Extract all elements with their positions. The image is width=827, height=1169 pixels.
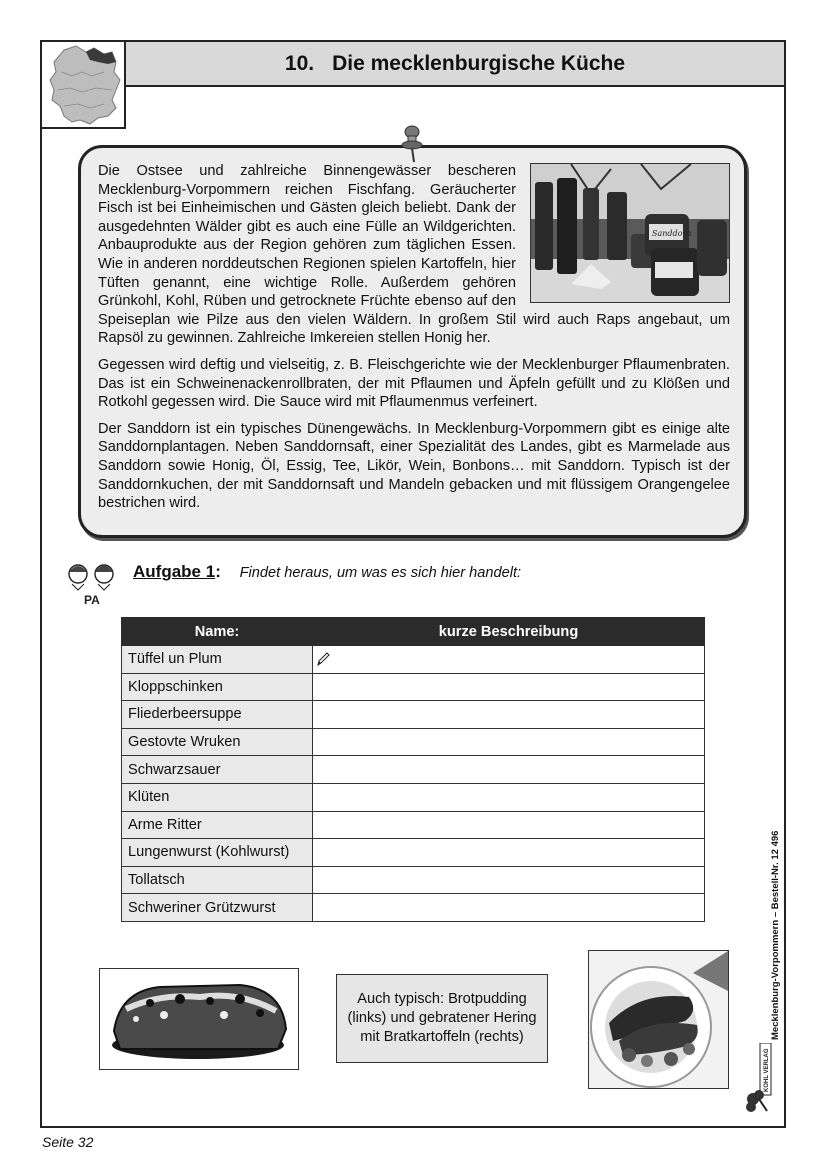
jar-label: Sanddorn xyxy=(652,229,692,238)
partner-work-label: PA xyxy=(84,593,100,607)
description-field[interactable] xyxy=(313,839,705,867)
dish-name: Fliederbeersuppe xyxy=(122,701,313,729)
description-field[interactable] xyxy=(313,728,705,756)
dish-name: Schwarzsauer xyxy=(122,756,313,784)
table-row xyxy=(122,756,705,784)
table-row xyxy=(122,728,705,756)
dish-name: Klüten xyxy=(122,783,313,811)
description-field[interactable] xyxy=(313,866,705,894)
germany-map-image xyxy=(40,40,126,129)
task-heading: Aufgabe 1 xyxy=(133,562,216,581)
fried-herring-photo xyxy=(588,950,729,1089)
chapter-number: 10. xyxy=(284,51,315,75)
description-field[interactable] xyxy=(313,673,705,701)
description-field[interactable] xyxy=(313,646,705,674)
page-title: Die mecklenburgische Küche xyxy=(332,51,626,75)
description-field[interactable] xyxy=(313,756,705,784)
page-number: Seite 32 xyxy=(42,1134,94,1150)
partner-work-icon xyxy=(64,560,124,610)
table-header-row xyxy=(122,618,705,646)
table-row xyxy=(122,839,705,867)
pencil-icon xyxy=(316,651,330,667)
table-row xyxy=(122,783,705,811)
publisher-logo xyxy=(743,1043,773,1113)
task-colon: : xyxy=(215,562,221,581)
table-row xyxy=(122,894,705,922)
task-instruction: Findet heraus, um was es sich hier handelt: xyxy=(239,565,522,581)
dish-name: Lungenwurst (Kohlwurst) xyxy=(122,839,313,867)
page-title-bar xyxy=(124,40,786,87)
dish-name: Gestovte Wruken xyxy=(122,728,313,756)
column-header-name: Name: xyxy=(122,618,313,646)
info-paragraph-2: Gegessen wird deftig und vielseitig, z. B. Fleischgerichte wie der Mecklenburger Pflaumenbraten. Das ist ein Schweinenackenrollbraten, der mit Pflaumen und Äpfeln gefüllt und zu Klößen und Rotkohl gegessen wird. Die Sauce wird mit Pflaumenmus verfeinert. xyxy=(98,356,730,411)
dish-name: Tüffel un Plum xyxy=(122,646,313,674)
table-row xyxy=(122,646,705,674)
publisher-name: KOHL VERLAG xyxy=(764,1048,770,1092)
dish-name: Tollatsch xyxy=(122,866,313,894)
table-row xyxy=(122,701,705,729)
bread-pudding-photo xyxy=(99,968,299,1070)
table-row xyxy=(122,673,705,701)
photo-caption: Auch typisch: Brotpudding (links) und gebratener Hering mit Bratkartoffeln (rechts) xyxy=(336,974,548,1063)
pushpin-icon xyxy=(400,124,426,164)
info-paragraph-1: Die Ostsee und zahlreiche Binnengewässer bescheren Mecklenburg-Vorpommern reichen Fischfang. Geräucherter Fisch ist bei Einheimischen und Gästen gleich beliebt. Dank der ausgedehnten Wälder gibt es auch eine Fülle an Wildgerichten. Anbauprodukte aus der Region gehören zum täglichen Essen. Wie in anderen norddeutschen Regionen spielen Kartoffeln, hier Tüften genannt, eine wichtige Rolle. Außerdem gehören Grünkohl, Kohl, Rüben und getrocknete Früchte ebenso auf den Speiseplan wie Pilze aus den vielen Wäldern. In großem Stil wird auch Raps angebaut, um Rapsöl zu gewinnen. Zahlreiche Imkereien stellen Honig her. xyxy=(98,163,730,347)
dishes-table xyxy=(121,617,705,922)
task-1 xyxy=(133,562,521,582)
info-paragraph-3: Der Sanddorn ist ein typisches Dünengewächs. In Mecklenburg-Vorpommern gibt es einige alte Sanddornplantagen. Neben Sanddornsaft, einer Spezialität des Landes, gibt es Marmelade aus Sanddorn sowie Honig, Öl, Essig, Tee, Likör, Wein, Bonbons… mit Sanddorn. Typisch ist der Sanddornkuchen, der mit Sanddornsaft und Mandeln gebacken und mit flüssigem Orangengelee bestrichen wird. xyxy=(98,420,730,512)
table-row xyxy=(122,811,705,839)
sanddorn-products-photo xyxy=(530,163,730,303)
dish-name: Arme Ritter xyxy=(122,811,313,839)
description-field[interactable] xyxy=(313,894,705,922)
description-field[interactable] xyxy=(313,783,705,811)
dish-name: Kloppschinken xyxy=(122,673,313,701)
info-text xyxy=(98,162,730,521)
order-number-note: Mecklenburg-Vorpommern – Bestell-Nr. 12 496 xyxy=(770,830,781,1040)
description-field[interactable] xyxy=(313,701,705,729)
dish-name: Schweriner Grützwurst xyxy=(122,894,313,922)
description-field[interactable] xyxy=(313,811,705,839)
table-row xyxy=(122,866,705,894)
column-header-description: kurze Beschreibung xyxy=(313,618,705,646)
